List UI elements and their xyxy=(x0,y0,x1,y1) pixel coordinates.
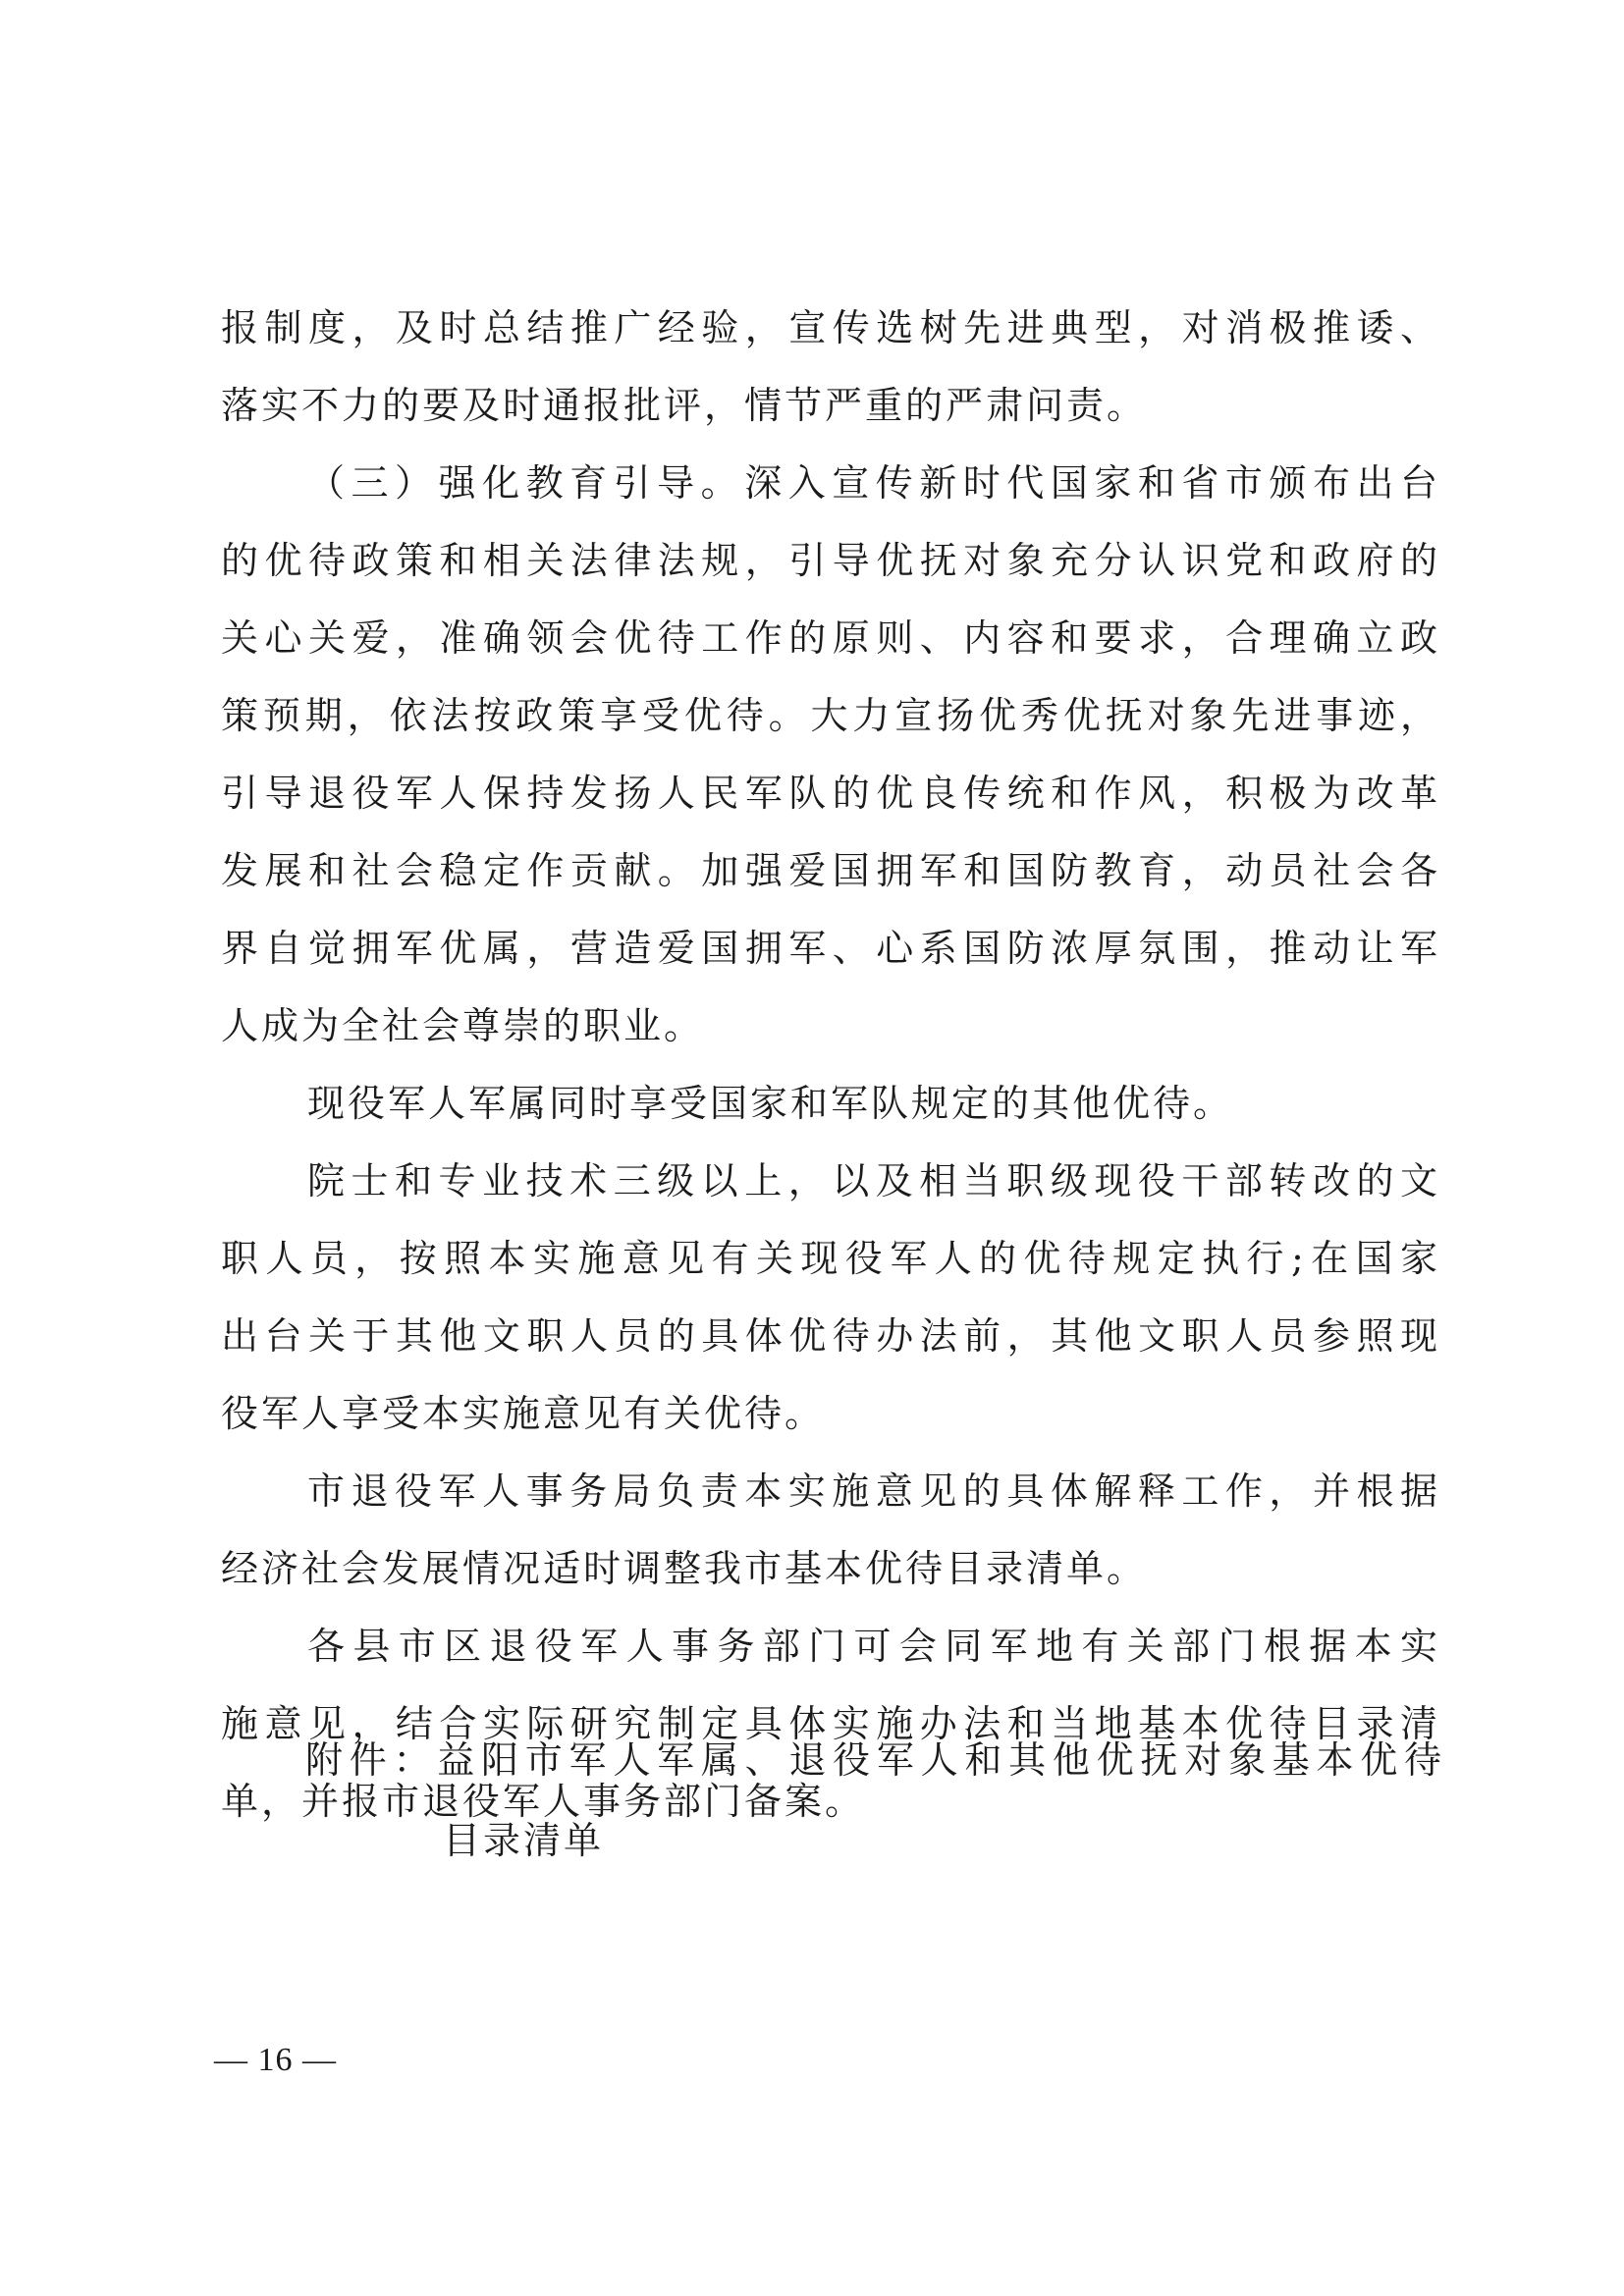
attachment-note xyxy=(305,1720,1444,1881)
attachment-line: 附件：益阳市军人军属、退役军人和其他优抚对象基本优待 xyxy=(305,1738,1444,1782)
text-line: 界自觉拥军优属，营造爱国拥军、心系国防浓厚氛围，推动让军 xyxy=(221,927,1440,970)
text-line: 落实不力的要及时通报批评，情节严重的严肃问责。 xyxy=(221,384,1148,427)
text-line: 施意见，结合实际研究制定具体实施办法和当地基本优待目录清 xyxy=(221,1702,1440,1745)
text-line: 发展和社会稳定作贡献。加强爱国拥军和国防教育，动员社会各 xyxy=(221,849,1440,892)
text-line: 人成为全社会尊崇的职业。 xyxy=(221,1004,705,1047)
text-line: 院士和专业技术三级以上，以及相当职级现役干部转改的文 xyxy=(307,1159,1440,1202)
text-line: 引导退役军人保持发扬人民军队的优良传统和作风，积极为改革 xyxy=(221,772,1440,815)
attachment-line: 目录清单 xyxy=(443,1819,605,1862)
text-line: 策预期，依法按政策享受优待。大力宣扬优秀优抚对象先进事迹， xyxy=(221,694,1440,737)
page-number: — 16 — xyxy=(214,2042,337,2078)
section-heading-line: （三）强化教育引导。深入宣传新时代国家和省市颁布出台 xyxy=(307,461,1440,505)
text-line: 现役军人军属同时享受国家和军队规定的其他优待。 xyxy=(307,1082,1234,1125)
text-line: 关心关爱，准确领会优待工作的原则、内容和要求，合理确立政 xyxy=(221,616,1440,660)
body-text xyxy=(221,290,1440,1841)
text-line: 的优待政策和相关法律法规，引导优抚对象充分认识党和政府的 xyxy=(221,539,1440,582)
text-line: 职人员，按照本实施意见有关现役军人的优待规定执行;在国家 xyxy=(221,1237,1440,1280)
text-line: 报制度，及时总结推广经验，宣传选树先进典型，对消极推诿、 xyxy=(221,306,1440,349)
text-line: 各县市区退役军人事务部门可会同军地有关部门根据本实 xyxy=(307,1625,1440,1668)
text-line: 单，并报市退役军人事务部门备案。 xyxy=(221,1780,866,1823)
text-line: 役军人享受本实施意见有关优待。 xyxy=(221,1392,826,1435)
text-line: 市退役军人事务局负责本实施意见的具体解释工作，并根据 xyxy=(307,1469,1440,1513)
text-line: 出台关于其他文职人员的具体优待办法前，其他文职人员参照现 xyxy=(221,1314,1440,1358)
text-line: 经济社会发展情况适时调整我市基本优待目录清单。 xyxy=(221,1547,1148,1590)
